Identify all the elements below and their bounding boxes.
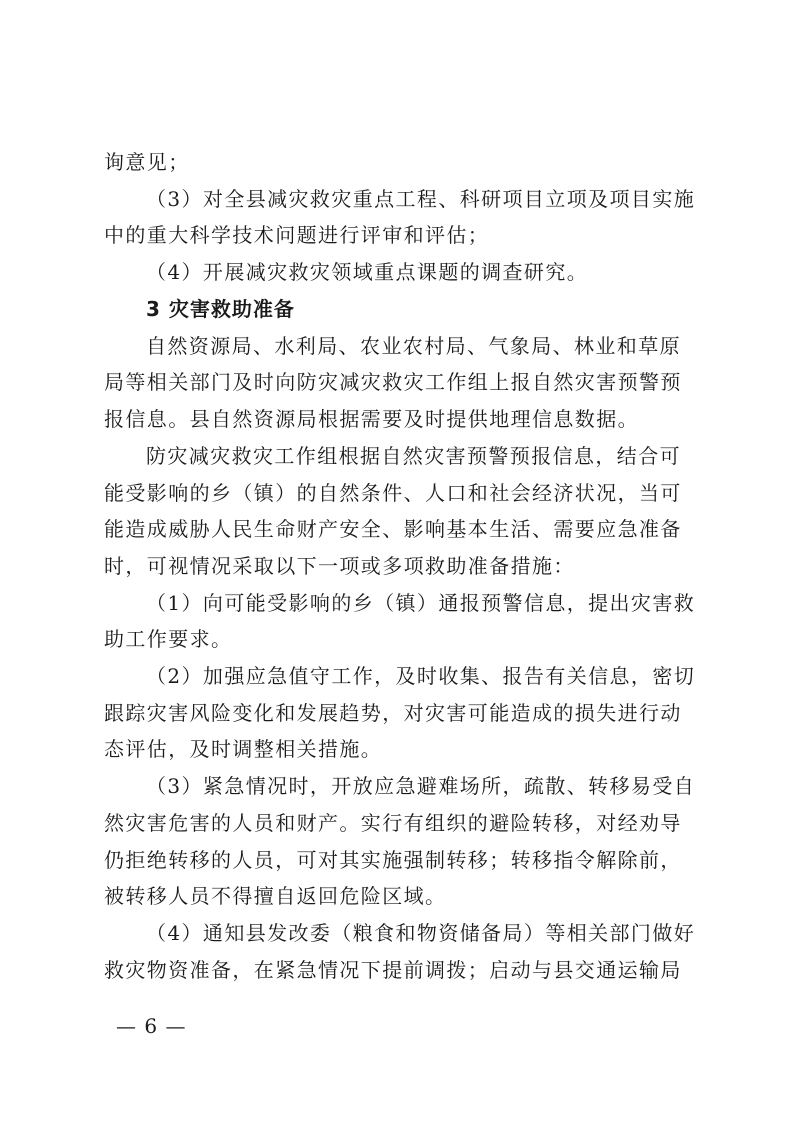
page-number: — 6 —: [116, 1014, 187, 1038]
text-line: 时，可视情况采取以下一项或多项救助准备措施：: [104, 554, 575, 578]
measure-item-1: （1）向可能受影响的乡（镇）通报预警信息，提出灾害救: [146, 591, 696, 615]
measure-item-3: （3）紧急情况时，开放应急避难场所，疏散、转移易受自: [146, 774, 696, 798]
text-line: 被转移人员不得擅自返回危险区域。: [104, 884, 447, 908]
measure-item-4: （4）通知县发改委（粮食和物资储备局）等相关部门做好: [146, 921, 696, 945]
text-line: 报信息。县自然资源局根据需要及时提供地理信息数据。: [104, 407, 639, 431]
text-line: 助工作要求。: [104, 627, 233, 651]
text-line: 态评估，及时调整相关措施。: [104, 737, 383, 761]
text-line: 仍拒绝转移的人员，可对其实施强制转移；转移指令解除前，: [104, 848, 682, 872]
text-line: 能造成威胁人民生命财产安全、影响基本生活、需要应急准备: [104, 517, 682, 541]
paragraph-line: 防灾减灾救灾工作组根据自然灾害预警预报信息，结合可: [146, 444, 681, 468]
text-line: 跟踪灾害风险变化和发展趋势，对灾害可能造成的损失进行动: [104, 701, 682, 725]
text-line: 救灾物资准备，在紧急情况下提前调拨；启动与县交通运输局: [104, 958, 682, 982]
text-line: 询意见；: [104, 150, 190, 174]
text-line: 中的重大科学技术问题进行评审和评估；: [104, 223, 490, 247]
text-line: 然灾害危害的人员和财产。实行有组织的避险转移，对经劝导: [104, 811, 682, 835]
text-line: 局等相关部门及时向防灾减灾救灾工作组上报自然灾害预警预: [104, 370, 682, 394]
paragraph-item-4: （4）开展减灾救灾领域重点课题的调查研究。: [146, 260, 589, 284]
paragraph-item-3-line-1: （3）对全县减灾救灾重点工程、科研项目立项及项目实施: [146, 187, 696, 211]
paragraph-line: 自然资源局、水利局、农业农村局、气象局、林业和草原: [146, 334, 681, 358]
measure-item-2: （2）加强应急值守工作，及时收集、报告有关信息，密切: [146, 664, 696, 688]
text-line: 能受影响的乡（镇）的自然条件、人口和社会经济状况，当可: [104, 481, 682, 505]
section-heading: 3 灾害救助准备: [146, 297, 295, 321]
